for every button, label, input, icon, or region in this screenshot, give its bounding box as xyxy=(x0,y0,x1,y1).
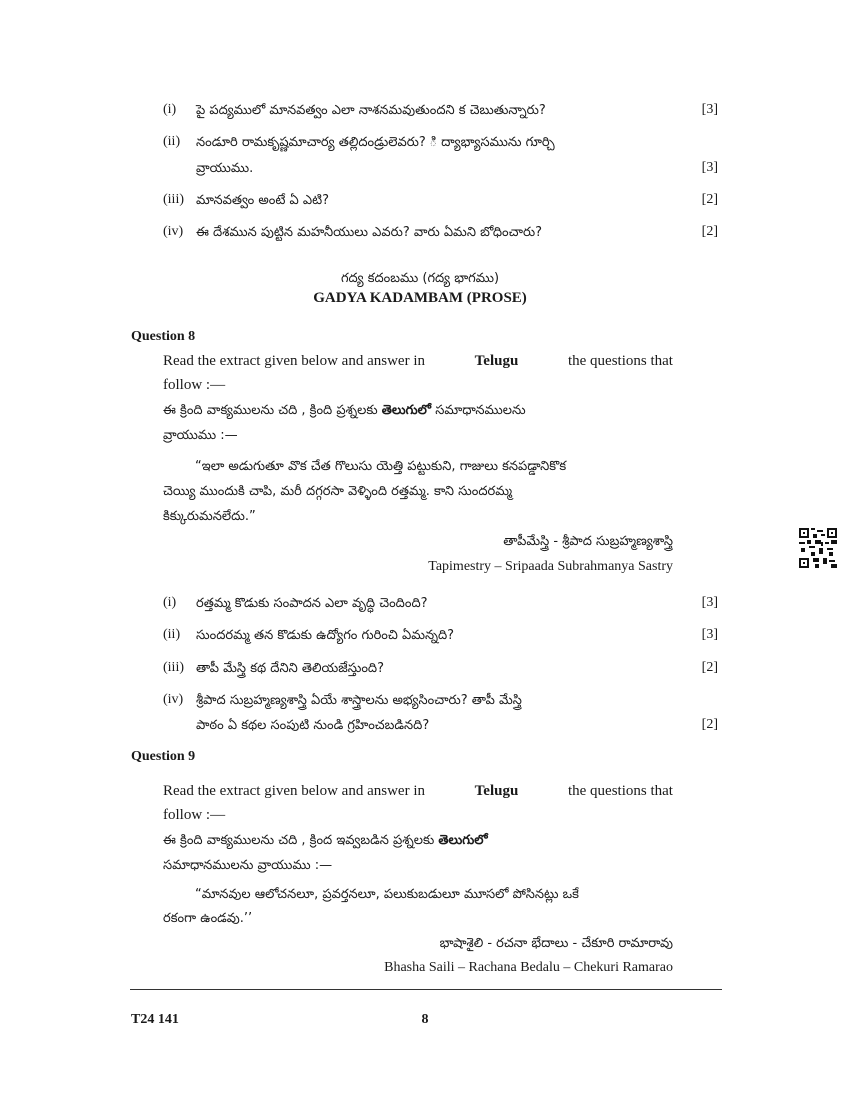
question-text: శ్రీపాద సుబ్రహ్మణ్యశాస్త్రి ఏయే శాస్త్రాలను అభ్యసించారు? తాపీ మేస్త్రి xyxy=(196,693,522,708)
source-telugu: భాషాశైలి - రచనా భేదాలు - చేకూరి రామారావు xyxy=(439,936,673,951)
source-telugu: తాపీమేస్త్రి - శ్రీపాద సుబ్రహ్మణ్యశాస్త్రి xyxy=(503,534,673,549)
instruction-language: తెలుగులో xyxy=(381,403,432,418)
extract-line: చెయ్యి ముందుకి చాపి, మరీ దగ్గరసా వెళ్ళింది రత్తమ్మ. కాని సుందరమ్మ xyxy=(163,484,513,499)
extract-line: “ఇలా అడుగుతూ వొక చేత గొలుసు యెత్తి పట్టుకుని, గాజులు కనపడ్డానికొక xyxy=(195,459,567,474)
question-text-continued: పాఠం ఏ కథల సంపుటి నుండి గ్రహించబడినది? xyxy=(196,718,430,733)
paper-code: T24 141 xyxy=(131,1012,179,1027)
marks: [3] xyxy=(701,627,718,642)
instruction-language: Telugu xyxy=(474,353,519,369)
question-number: (i) xyxy=(163,595,177,610)
instruction-text: ఈ క్రింది వాక్యములను చది , క్రింద ఇవ్వబడిన ప్రశ్నలకు xyxy=(163,833,435,848)
question-number: (iii) xyxy=(163,192,184,207)
question-8-heading: Question 8 xyxy=(131,329,196,344)
question-text: తాపీ మేస్త్రి కథ దేనిని తెలియజేస్తుంది? xyxy=(196,661,385,676)
footer-divider xyxy=(130,989,722,990)
marks: [3] xyxy=(701,595,718,610)
instruction-text: Read the extract given below and answer in xyxy=(163,353,425,369)
marks: [2] xyxy=(701,224,718,239)
marks: [3] xyxy=(701,160,718,175)
marks: [2] xyxy=(701,192,718,207)
instruction-text: the questions that xyxy=(567,783,673,799)
question-9-heading: Question 9 xyxy=(131,749,196,764)
qr-code-icon xyxy=(799,528,837,568)
instruction-text: సమాధానములను xyxy=(435,403,526,418)
source-english: Tapimestry – Sripaada Subrahmanya Sastry xyxy=(428,559,673,574)
instruction-text: follow :— xyxy=(163,377,226,393)
question-number: (iii) xyxy=(163,660,184,675)
instruction-text: ఈ క్రింది వాక్యములను చది , క్రింది ప్రశ్నలకు xyxy=(163,403,378,418)
question-text-continued: వ్రాయుము. xyxy=(196,161,254,176)
question-text: మానవత్వం అంటే ఏ ఎటి? xyxy=(196,193,330,208)
instruction-text: వ్రాయుము :— xyxy=(163,428,238,443)
question-text: రత్తమ్మ కొడుకు సంపాదన ఎలా వృద్ధి చెందింది? xyxy=(196,596,428,611)
q8-instruction-telugu xyxy=(163,402,673,420)
instruction-text: follow :— xyxy=(163,807,226,823)
question-number: (ii) xyxy=(163,134,181,149)
marks: [2] xyxy=(701,717,718,732)
question-text: నండూరి రామకృష్ణమాచార్య తల్లిదండ్రులెవరు? ి ద్యాభ్యాసమును గూర్చి xyxy=(196,135,555,150)
instruction-text: సమాధానములను వ్రాయుము :— xyxy=(163,858,333,873)
page-number: 8 xyxy=(421,1012,429,1027)
q9-instruction-telugu xyxy=(163,832,673,850)
question-number: (iv) xyxy=(163,692,184,707)
section-title-english: GADYA KADAMBAM (PROSE) xyxy=(313,290,527,306)
instruction-text: Read the extract given below and answer in xyxy=(163,783,425,799)
question-text: పై పద్యములో మానవత్వం ఎలా నాశనమవుతుందని క చెబుతున్నారు? xyxy=(196,103,546,118)
section-title-telugu: గద్య కదంబము (గద్య భాగము) xyxy=(340,271,500,286)
source-english: Bhasha Saili – Rachana Bedalu – Chekuri Ramarao xyxy=(384,960,673,975)
question-number: (ii) xyxy=(163,627,181,642)
question-text: ఈ దేశమున పుట్టిన మహనీయులు ఎవరు? వారు ఏమని బోధించారు? xyxy=(196,225,543,240)
extract-line: కిక్కురుమనలేదు.” xyxy=(163,509,256,524)
marks: [2] xyxy=(701,660,718,675)
question-number: (i) xyxy=(163,102,177,117)
instruction-text: the questions that xyxy=(567,353,673,369)
q9-instruction-english xyxy=(163,781,673,801)
extract-line: “మానవుల ఆలోచనలూ, ప్రవర్తనలూ, పలుకుబడులూ మూసలో పోసినట్లు ఒకే xyxy=(195,887,579,902)
instruction-language: తెలుగులో xyxy=(438,833,488,848)
question-number: (iv) xyxy=(163,224,184,239)
q8-instruction-english xyxy=(163,351,673,371)
instruction-language: Telugu xyxy=(474,783,519,799)
marks: [3] xyxy=(701,102,718,117)
extract-line: రకంగా ఉండవు.’’ xyxy=(163,911,253,926)
question-text: సుందరమ్మ తన కొడుకు ఉద్యోగం గురించి ఏమన్నది? xyxy=(196,628,455,643)
